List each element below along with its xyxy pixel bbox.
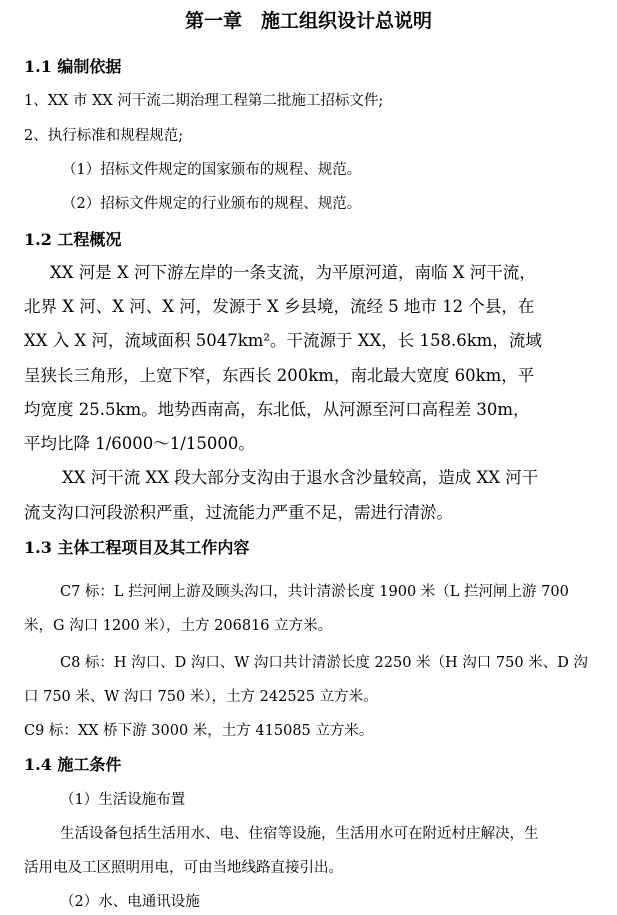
overview-line: 呈狭长三角形，上宽下窄，东西长 200km，南北最大宽度 60km，平	[24, 366, 535, 385]
overview-line: XX 河干流 XX 段大部分支沟由于退水含沙量较高，造成 XX 河干	[62, 468, 539, 487]
overview-line: XX 入 X 河，流域面积 5047km²。干流源于 XX，长 158.6km，流域	[24, 331, 542, 350]
basis-item: 2、执行标准和规程规范;	[24, 128, 184, 144]
work-item-line: C7 标：L 拦河闸上游及顾头沟口，共计清淤长度 1900 米（L 拦河闸上游 700	[60, 584, 569, 600]
overview-line: 流支沟口河段淤积严重，过流能力严重不足，需进行清淤。	[24, 503, 453, 522]
work-item-line: C9 标：XX 桥下游 3000 米，土方 415085 立方米。	[24, 723, 374, 739]
basis-subitem: （2）招标文件规定的行业颁布的规程、规范。	[62, 196, 362, 212]
condition-line: 活用电及工区照明用电，可由当地线路直接引出。	[24, 860, 343, 876]
overview-line: 平均比降 1/6000～1/15000。	[24, 434, 255, 453]
condition-line: （2）水、电通讯设施	[60, 894, 200, 910]
section-heading-1-2: 1.2 工程概况	[24, 230, 122, 249]
section-heading-1-4: 1.4 施工条件	[24, 755, 122, 774]
overview-line: 北界 X 河、X 河、X 河，发源于 X 乡县境，流经 5 地市 12 个县，在	[24, 297, 535, 316]
section-heading-1-1: 1.1 编制依据	[24, 57, 122, 76]
overview-line: 均宽度 25.5km。地势西南高，东北低，从河源至河口高程差 30m，	[24, 400, 530, 419]
section-heading-1-3: 1.3 主体工程项目及其工作内容	[24, 538, 250, 557]
work-item-line: 口 750 米、W 沟口 750 米），土方 242525 立方米。	[24, 689, 378, 705]
basis-subitem: （1）招标文件规定的国家颁布的规程、规范。	[62, 162, 362, 178]
work-item-line: C8 标：H 沟口、D 沟口、W 沟口共计清淤长度 2250 米（H 沟口 750 米、D 沟	[60, 655, 588, 671]
chapter-title: 第一章 施工组织设计总说明	[184, 10, 432, 32]
condition-line: （1）生活设施布置	[60, 792, 186, 808]
work-item-line: 米，G 沟口 1200 米），土方 206816 立方米。	[24, 618, 333, 634]
overview-line: XX 河是 X 河下游左岸的一条支流，为平原河道，南临 X 河干流，	[50, 263, 536, 282]
condition-line: 生活设备包括生活用水、电、住宿等设施，生活用水可在附近村庄解决，生	[60, 826, 539, 842]
basis-item: 1、XX 市 XX 河干流二期治理工程第二批施工招标文件;	[24, 93, 384, 109]
